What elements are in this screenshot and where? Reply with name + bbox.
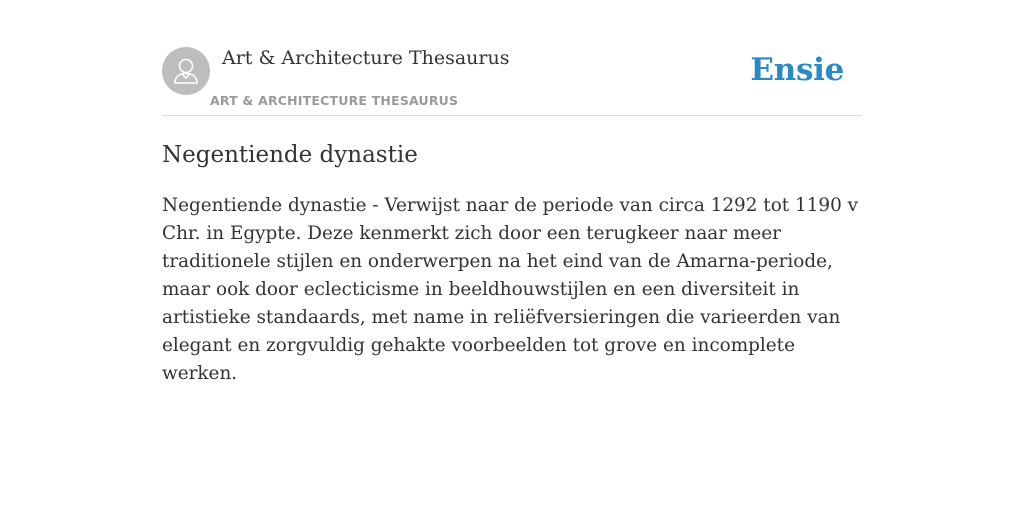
page-title: Negentiende dynastie — [162, 142, 418, 168]
article-body: Negentiende dynastie - Verwijst naar de periode van circa 1292 tot 1190 v Chr. in Egypte. Deze kenmerkt zich door een terugkeer naar meer traditionele stijlen en onderwerpen na het eind van de Amarna-periode, maar ook door eclecticisme in beeldhouwstijlen en een diversiteit in artistieke standaards, met name in reliëfversieringen die varieerden van elegant en zorgvuldig gehakte voorbeelden tot grove en incomplete werken. — [162, 195, 859, 384]
user-avatar-icon[interactable] — [162, 47, 210, 95]
brand-logo[interactable]: Ensie — [750, 52, 844, 88]
author-subtitle: ART & ARCHITECTURE THESAURUS — [210, 93, 459, 108]
author-name-link[interactable]: Art & Architecture Thesaurus — [222, 47, 510, 69]
header — [162, 46, 862, 116]
